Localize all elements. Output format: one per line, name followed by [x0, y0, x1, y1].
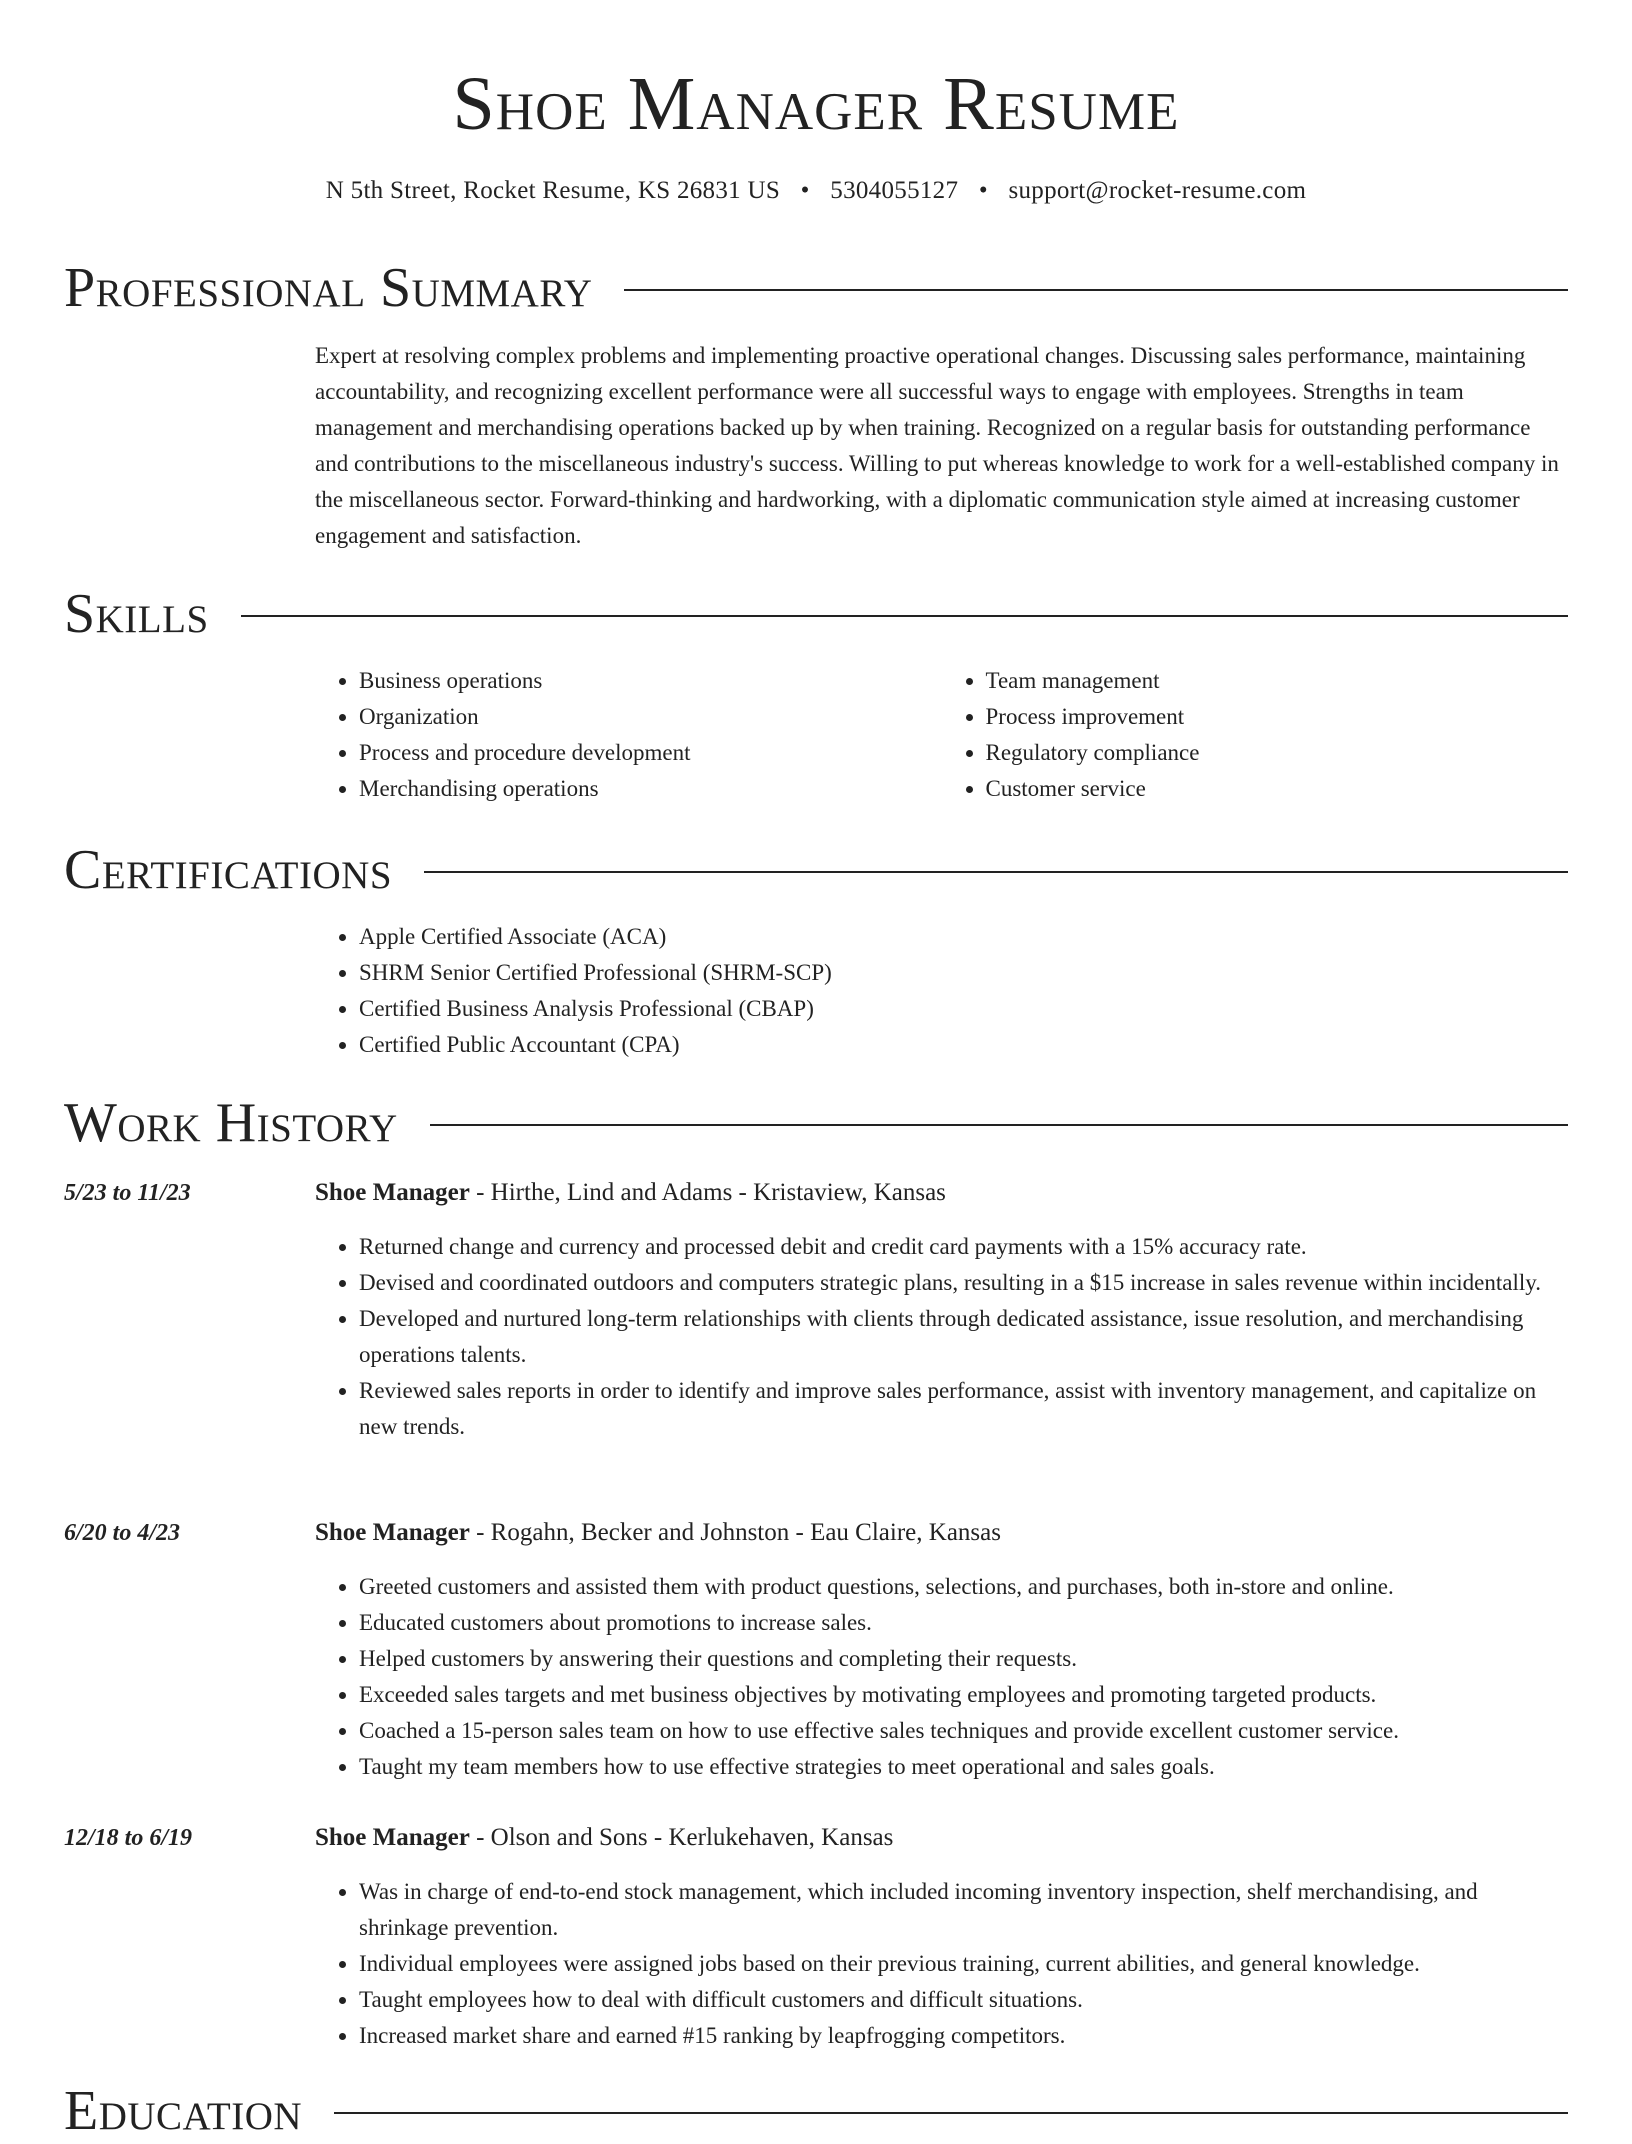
job-bullet: • Developed and nurtured long-term relationships with clients through dedicated assistance, issue resolution, and merchandising operations talents. [359, 1301, 1568, 1373]
job-bullet: • Taught employees how to deal with difficult customers and difficult situations. [359, 1982, 1568, 2018]
job-role: Shoe Manager [315, 1519, 470, 1546]
certification-item: • SHRM Senior Certified Professional (SHRM-SCP) [359, 955, 1568, 991]
skills-heading: Skills [64, 583, 209, 645]
work-section-heading [64, 1090, 1568, 1156]
job-bullets [315, 1229, 1568, 1445]
contact-email: support@rocket-resume.com [1008, 177, 1307, 204]
skill-item: • Organization [359, 699, 942, 735]
job-bullet: • Devised and coordinated outdoors and computers strategic plans, resulting in a $15 increase in sales revenue within incidentally. [359, 1265, 1568, 1301]
certifications-section-heading [64, 837, 1568, 903]
section-rule [241, 615, 1568, 617]
job-bullets [315, 1874, 1568, 2054]
job-heading [315, 1820, 893, 1856]
contact-address: N 5th Street, Rocket Resume, KS 26831 US [325, 177, 781, 204]
job-bullet: • Increased market share and earned #15 ranking by leapfrogging competitors. [359, 2018, 1568, 2054]
job-role: Shoe Manager [315, 1179, 470, 1206]
contact-separator: • [800, 177, 810, 204]
contact-separator: • [978, 177, 988, 204]
skill-item: • Team management [986, 663, 1569, 699]
section-rule [624, 289, 1568, 291]
skill-item: • Customer service [986, 771, 1569, 807]
education-heading: Education [64, 2080, 303, 2142]
skill-item: • Regulatory compliance [986, 735, 1569, 771]
job-bullet: • Taught my team members how to use effective strategies to meet operational and sales goals. [359, 1749, 1568, 1785]
certification-item: • Apple Certified Associate (ACA) [359, 919, 1568, 955]
summary-content [315, 338, 1568, 554]
resume-page [64, 0, 1568, 2142]
resume-title: Shoe Manager Resume [452, 62, 1180, 146]
skill-item: • Business operations [359, 663, 942, 699]
job-bullet: • Helped customers by answering their questions and completing their requests. [359, 1641, 1568, 1677]
section-rule [424, 871, 1568, 873]
summary-section-heading [64, 255, 1568, 321]
work-heading: Work History [64, 1092, 398, 1154]
job-bullet: • Reviewed sales reports in order to identify and improve sales performance, assist with inventory management, and capitalize on new trends. [359, 1373, 1568, 1445]
skill-item: • Process improvement [986, 699, 1569, 735]
section-rule [430, 1124, 1568, 1126]
certification-item: • Certified Business Analysis Professional (CBAP) [359, 991, 1568, 1027]
skill-item: • Merchandising operations [359, 771, 942, 807]
contact-line [64, 174, 1568, 208]
job-bullet: • Exceeded sales targets and met business objectives by motivating employees and promoting targeted products. [359, 1677, 1568, 1713]
contact-phone: 5304055127 [830, 177, 959, 204]
job-bullet: • Coached a 15-person sales team on how to use effective sales techniques and provide excellent customer service. [359, 1713, 1568, 1749]
skill-item: • Process and procedure development [359, 735, 942, 771]
job-details: - Hirthe, Lind and Adams - Kristaview, Kansas [469, 1179, 946, 1206]
job-heading [315, 1515, 1001, 1551]
skills-columns [315, 663, 1568, 807]
summary-heading: Professional Summary [64, 257, 593, 319]
job-bullet: • Greeted customers and assisted them with product questions, selections, and purchases, both in-store and online. [359, 1569, 1568, 1605]
skills-list-left [315, 663, 942, 807]
job-bullet: • Was in charge of end-to-end stock management, which included incoming inventory inspection, shelf merchandising, and shrinkage prevention. [359, 1874, 1568, 1946]
certifications-content [315, 919, 1568, 1063]
job-heading [315, 1175, 946, 1211]
job-details: - Olson and Sons - Kerlukehaven, Kansas [469, 1824, 894, 1851]
skills-section-heading [64, 581, 1568, 647]
certifications-heading: Certifications [64, 839, 393, 901]
job-bullet: • Educated customers about promotions to increase sales. [359, 1605, 1568, 1641]
summary-text: Expert at resolving complex problems and implementing proactive operational changes. Discussing sales performance, maintaining accountability, and recognizing excellent performance were all successful ways to engage with employees. Strengths in team management and merchandising operations backed up by when training. Recognized on a regular basis for outstanding performance and contributions to the miscellaneous industry's success. Willing to put whereas knowledge to work for a well-established company in the miscellaneous sector. Forward-thinking and hardworking, with a diplomatic communication style aimed at increasing customer engagement and satisfaction. [315, 343, 1559, 548]
job-details: - Rogahn, Becker and Johnston - Eau Claire, Kansas [469, 1519, 1001, 1546]
job-dates: 12/18 to 6/19 [64, 1825, 193, 1851]
skills-list-right [942, 663, 1569, 807]
job-bullets [315, 1569, 1568, 1785]
job-dates: 6/20 to 4/23 [64, 1520, 181, 1546]
certification-item: • Certified Public Accountant (CPA) [359, 1027, 1568, 1063]
job-bullet: • Individual employees were assigned jobs based on their previous training, current abilities, and general knowledge. [359, 1946, 1568, 1982]
certifications-list [315, 919, 1568, 1063]
job-role: Shoe Manager [315, 1824, 470, 1851]
job-dates: 5/23 to 11/23 [64, 1180, 191, 1206]
skills-content [315, 663, 1568, 807]
section-rule [334, 2112, 1568, 2114]
job-bullet: • Returned change and currency and processed debit and credit card payments with a 15% accuracy rate. [359, 1229, 1568, 1265]
education-section-heading [64, 2078, 1568, 2144]
